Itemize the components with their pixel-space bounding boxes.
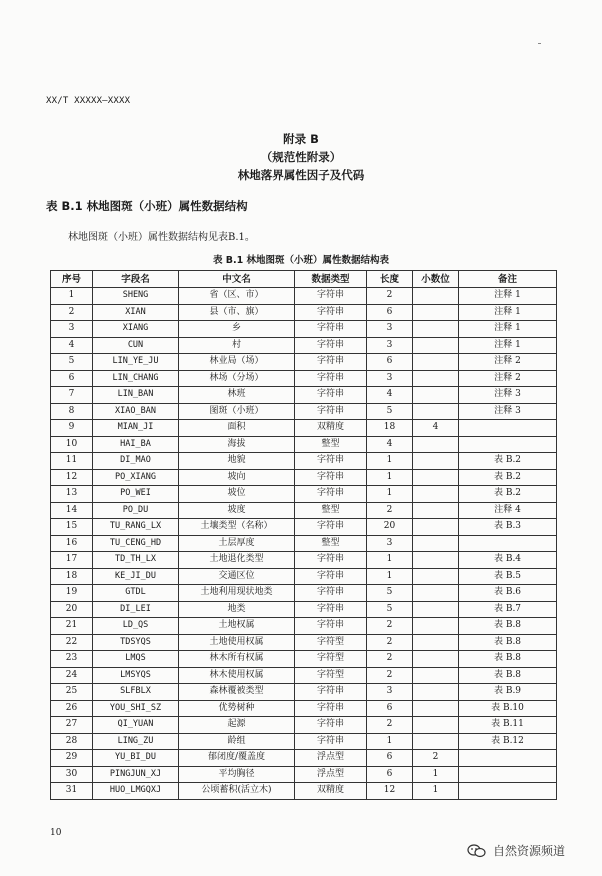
table-cell: 17 (51, 552, 93, 569)
table-cell: 字符串 (295, 469, 367, 486)
table-cell: 字符串 (295, 321, 367, 338)
table-cell: 表 B.8 (459, 667, 557, 684)
page-number: 10 (50, 828, 62, 838)
table-cell: TU_RANG_LX (93, 519, 179, 536)
table-cell (413, 288, 459, 305)
table-cell: 坡向 (179, 469, 295, 486)
table-cell: 表 B.11 (459, 717, 557, 734)
table-cell: 3 (367, 684, 413, 701)
table-cell (413, 337, 459, 354)
table-cell: 林木所有权属 (179, 651, 295, 668)
table-cell (413, 354, 459, 371)
table-row (51, 436, 557, 453)
table-cell: 乡 (179, 321, 295, 338)
table-cell: TD_TH_LX (93, 552, 179, 569)
table-cell: 起源 (179, 717, 295, 734)
table-cell: 土地退化类型 (179, 552, 295, 569)
table-row (51, 766, 557, 783)
table-cell: 平均胸径 (179, 766, 295, 783)
table-cell: 地貌 (179, 453, 295, 470)
table-caption: 表 B.1 林地图斑（小班）属性数据结构表 (212, 255, 390, 266)
table-cell: 3 (367, 337, 413, 354)
table-row (51, 667, 557, 684)
table-cell: HUO_LMGQXJ (93, 783, 179, 800)
table-cell: 5 (51, 354, 93, 371)
table-cell: 29 (51, 750, 93, 767)
table-cell: 1 (367, 486, 413, 503)
table-row (51, 502, 557, 519)
table-cell: 5 (367, 585, 413, 602)
table-cell: 10 (51, 436, 93, 453)
table-cell: 4 (413, 420, 459, 437)
table-cell: 20 (51, 601, 93, 618)
table-cell: 表 B.10 (459, 700, 557, 717)
table-cell: 注释 1 (459, 321, 557, 338)
table-cell: 表 B.2 (459, 469, 557, 486)
table-cell: 15 (51, 519, 93, 536)
table-cell: 整型 (295, 535, 367, 552)
table-row (51, 651, 557, 668)
table-cell: 6 (367, 766, 413, 783)
table-cell: 5 (367, 403, 413, 420)
table-row (51, 601, 557, 618)
table-cell (459, 436, 557, 453)
table-row (51, 750, 557, 767)
table-cell: XIAO_BAN (93, 403, 179, 420)
table-cell: 2 (413, 750, 459, 767)
table-cell (413, 552, 459, 569)
table-cell: 郁闭度/覆盖度 (179, 750, 295, 767)
appendix-heading (0, 130, 602, 184)
table-cell: 公顷蓄积(活立木) (179, 783, 295, 800)
table-cell: 4 (51, 337, 93, 354)
scan-mark (538, 43, 541, 44)
table-cell: PINGJUN_XJ (93, 766, 179, 783)
wechat-icon (467, 844, 487, 858)
table-cell: 浮点型 (295, 766, 367, 783)
table-cell: 龄组 (179, 733, 295, 750)
table-cell: 11 (51, 453, 93, 470)
table-cell: 6 (367, 304, 413, 321)
table-cell: 图斑（小班） (179, 403, 295, 420)
table-cell: HAI_BA (93, 436, 179, 453)
table-cell: 林业局（场） (179, 354, 295, 371)
table-cell: 注释 1 (459, 304, 557, 321)
table-row (51, 403, 557, 420)
table-cell: 表 B.8 (459, 634, 557, 651)
table-cell: 表 B.2 (459, 453, 557, 470)
table-cell: 字符串 (295, 288, 367, 305)
table-cell (413, 585, 459, 602)
table-cell: 整型 (295, 502, 367, 519)
table-cell (413, 618, 459, 635)
table-row (51, 717, 557, 734)
table-row (51, 337, 557, 354)
table-cell: 1 (51, 288, 93, 305)
table-cell (413, 387, 459, 404)
table-cell: 表 B.6 (459, 585, 557, 602)
table-row (51, 469, 557, 486)
table-cell (459, 766, 557, 783)
table-cell: 1 (367, 568, 413, 585)
table-cell: YU_BI_DU (93, 750, 179, 767)
table-cell: 林班 (179, 387, 295, 404)
table-cell: 1 (367, 453, 413, 470)
table-cell: 字符串 (295, 568, 367, 585)
column-header: 字段名 (93, 271, 179, 288)
table-cell: 双精度 (295, 783, 367, 800)
table-cell: 9 (51, 420, 93, 437)
table-cell: 林木使用权属 (179, 667, 295, 684)
table-cell: 4 (367, 387, 413, 404)
table-cell (413, 519, 459, 536)
table-cell: 地类 (179, 601, 295, 618)
table-row (51, 420, 557, 437)
table-cell: 面积 (179, 420, 295, 437)
table-cell: 字符串 (295, 601, 367, 618)
table-cell: 表 B.8 (459, 618, 557, 635)
table-cell: 表 B.9 (459, 684, 557, 701)
table-row (51, 684, 557, 701)
table-cell: 注释 2 (459, 370, 557, 387)
table-cell: 表 B.8 (459, 651, 557, 668)
table-cell (413, 634, 459, 651)
standard-code: XX/T XXXXX—XXXX (46, 96, 131, 106)
table-cell: TDSYQS (93, 634, 179, 651)
table-cell: 整型 (295, 436, 367, 453)
table-cell: 2 (367, 502, 413, 519)
column-header: 小数位 (413, 271, 459, 288)
table-cell: 注释 2 (459, 354, 557, 371)
table-cell: 12 (367, 783, 413, 800)
table-cell (413, 717, 459, 734)
table-cell: 13 (51, 486, 93, 503)
table-cell: LMQS (93, 651, 179, 668)
table-cell (413, 667, 459, 684)
table-cell: 字符型 (295, 634, 367, 651)
table-cell (413, 304, 459, 321)
table-cell: 交通区位 (179, 568, 295, 585)
table-cell: LIN_CHANG (93, 370, 179, 387)
table-cell (413, 733, 459, 750)
table-cell: 2 (367, 651, 413, 668)
table-cell (413, 700, 459, 717)
table-cell: LIN_BAN (93, 387, 179, 404)
column-header: 长度 (367, 271, 413, 288)
table-cell (413, 684, 459, 701)
table-cell: PO_DU (93, 502, 179, 519)
table-cell (459, 783, 557, 800)
table-cell: 字符型 (295, 651, 367, 668)
table-cell: 注释 3 (459, 387, 557, 404)
table-cell: 20 (367, 519, 413, 536)
table-row (51, 354, 557, 371)
table-cell: 字符串 (295, 519, 367, 536)
table-cell: 字符串 (295, 387, 367, 404)
table-cell: CUN (93, 337, 179, 354)
table-cell (413, 601, 459, 618)
table-cell: 3 (367, 535, 413, 552)
table-row (51, 552, 557, 569)
table-cell: 土地利用现状地类 (179, 585, 295, 602)
table-cell: LIN_YE_JU (93, 354, 179, 371)
column-header: 数据类型 (295, 271, 367, 288)
table-cell: 1 (413, 766, 459, 783)
column-header: 备注 (459, 271, 557, 288)
table-row (51, 304, 557, 321)
table-cell: 12 (51, 469, 93, 486)
table-cell: DI_LEI (93, 601, 179, 618)
table-cell: QI_YUAN (93, 717, 179, 734)
table-cell: 注释 1 (459, 288, 557, 305)
table-cell: YOU_SHI_SZ (93, 700, 179, 717)
table-cell: 8 (51, 403, 93, 420)
table-cell: 5 (367, 601, 413, 618)
table-cell: 注释 4 (459, 502, 557, 519)
table-cell: 字符串 (295, 717, 367, 734)
table-cell: 28 (51, 733, 93, 750)
table-cell: 1 (367, 552, 413, 569)
table-cell: 字符串 (295, 585, 367, 602)
table-cell: MIAN_JI (93, 420, 179, 437)
table-cell (413, 535, 459, 552)
table-cell: 25 (51, 684, 93, 701)
table-cell: 字符串 (295, 486, 367, 503)
table-cell (413, 370, 459, 387)
table-row (51, 486, 557, 503)
table-cell: 27 (51, 717, 93, 734)
table-cell: 31 (51, 783, 93, 800)
table-cell: 字符串 (295, 337, 367, 354)
table-cell: 字符串 (295, 700, 367, 717)
table-cell: 字符型 (295, 667, 367, 684)
table-cell: 森林覆被类型 (179, 684, 295, 701)
table-cell: 6 (367, 354, 413, 371)
table-cell (413, 403, 459, 420)
table-row (51, 453, 557, 470)
table-cell: 双精度 (295, 420, 367, 437)
table-row (51, 700, 557, 717)
table-cell: 土层厚度 (179, 535, 295, 552)
table-cell: 2 (367, 634, 413, 651)
table-cell: 3 (367, 321, 413, 338)
table-cell: 字符串 (295, 403, 367, 420)
table-cell: XIANG (93, 321, 179, 338)
table-row (51, 634, 557, 651)
table-cell: 字符串 (295, 453, 367, 470)
table-cell: 2 (367, 288, 413, 305)
table-row (51, 783, 557, 800)
table-cell (413, 568, 459, 585)
table-cell (459, 750, 557, 767)
table-cell: 海拔 (179, 436, 295, 453)
table-cell: 优势树种 (179, 700, 295, 717)
table-cell: 6 (51, 370, 93, 387)
table-cell: 坡度 (179, 502, 295, 519)
table-cell: 土壤类型（名称） (179, 519, 295, 536)
table-row (51, 733, 557, 750)
table-cell: SHENG (93, 288, 179, 305)
table-cell: 字符串 (295, 618, 367, 635)
table-cell: 23 (51, 651, 93, 668)
table-cell: 3 (51, 321, 93, 338)
table-cell: 2 (367, 618, 413, 635)
table-cell (459, 420, 557, 437)
table-cell: 4 (367, 436, 413, 453)
table-cell: LING_ZU (93, 733, 179, 750)
watermark (467, 842, 565, 859)
watermark-text: 自然资源频道 (493, 844, 566, 858)
column-header: 中文名 (179, 271, 295, 288)
table-cell: 浮点型 (295, 750, 367, 767)
table-body (51, 288, 557, 800)
table-cell: 县（市、旗） (179, 304, 295, 321)
table-cell: 18 (51, 568, 93, 585)
table-cell: TU_CENG_HD (93, 535, 179, 552)
table-cell (413, 502, 459, 519)
table-section-heading: 表 B.1 林地图斑（小班）属性数据结构 (46, 199, 248, 213)
table-cell: KE_JI_DU (93, 568, 179, 585)
table-cell: GTDL (93, 585, 179, 602)
appendix-subtitle: 林地落界属性因子及代码 (237, 168, 365, 182)
table-cell: XIAN (93, 304, 179, 321)
intro-paragraph: 林地图斑（小班）属性数据结构见表B.1。 (68, 232, 255, 243)
attribute-table (50, 270, 557, 800)
table-row (51, 370, 557, 387)
table-cell: 注释 3 (459, 403, 557, 420)
table-cell: 2 (51, 304, 93, 321)
table-cell (413, 469, 459, 486)
table-row (51, 321, 557, 338)
table-cell: 字符串 (295, 552, 367, 569)
table-cell: 14 (51, 502, 93, 519)
table-cell: 省（区、市） (179, 288, 295, 305)
table-row (51, 387, 557, 404)
table-cell: 村 (179, 337, 295, 354)
table-cell: 1 (367, 733, 413, 750)
table-cell: 字符串 (295, 733, 367, 750)
table-cell (413, 321, 459, 338)
table-cell: 表 B.4 (459, 552, 557, 569)
table-cell (459, 535, 557, 552)
table-cell: 6 (367, 750, 413, 767)
table-cell: 表 B.12 (459, 733, 557, 750)
table-cell: 表 B.2 (459, 486, 557, 503)
table-cell: 字符串 (295, 304, 367, 321)
table-row (51, 535, 557, 552)
table-cell: 30 (51, 766, 93, 783)
table-cell: 19 (51, 585, 93, 602)
table-cell: 3 (367, 370, 413, 387)
table-cell: 坡位 (179, 486, 295, 503)
table-header-row (51, 271, 557, 288)
table-cell: 表 B.5 (459, 568, 557, 585)
table-cell: PO_WEI (93, 486, 179, 503)
table-cell: 表 B.7 (459, 601, 557, 618)
table-cell (413, 453, 459, 470)
table-row (51, 585, 557, 602)
table-cell: 注释 1 (459, 337, 557, 354)
table-cell: 1 (367, 469, 413, 486)
table-cell: 26 (51, 700, 93, 717)
table-cell (413, 436, 459, 453)
table-cell: 林场（分场） (179, 370, 295, 387)
table-cell: 21 (51, 618, 93, 635)
table-cell: LD_QS (93, 618, 179, 635)
table-cell: 18 (367, 420, 413, 437)
table-cell: 表 B.3 (459, 519, 557, 536)
table-row (51, 288, 557, 305)
table-cell: 字符串 (295, 684, 367, 701)
table-cell (413, 486, 459, 503)
appendix-title: 附录 B (283, 132, 319, 146)
table-cell: 7 (51, 387, 93, 404)
column-header: 序号 (51, 271, 93, 288)
appendix-type: （规范性附录） (260, 150, 342, 164)
table-cell: PO_XIANG (93, 469, 179, 486)
table-cell: 2 (367, 717, 413, 734)
table-cell: 字符串 (295, 370, 367, 387)
table-cell: 22 (51, 634, 93, 651)
table-cell: DI_MAO (93, 453, 179, 470)
table-cell: 6 (367, 700, 413, 717)
table-cell: SLFBLX (93, 684, 179, 701)
table-cell: 16 (51, 535, 93, 552)
table-row (51, 519, 557, 536)
table-cell (413, 651, 459, 668)
table-row (51, 618, 557, 635)
table-cell: LMSYQS (93, 667, 179, 684)
table-cell: 土地使用权属 (179, 634, 295, 651)
table-cell: 24 (51, 667, 93, 684)
table-cell: 土地权属 (179, 618, 295, 635)
table-row (51, 568, 557, 585)
table-cell: 字符串 (295, 354, 367, 371)
table-cell: 1 (413, 783, 459, 800)
table-cell: 2 (367, 667, 413, 684)
